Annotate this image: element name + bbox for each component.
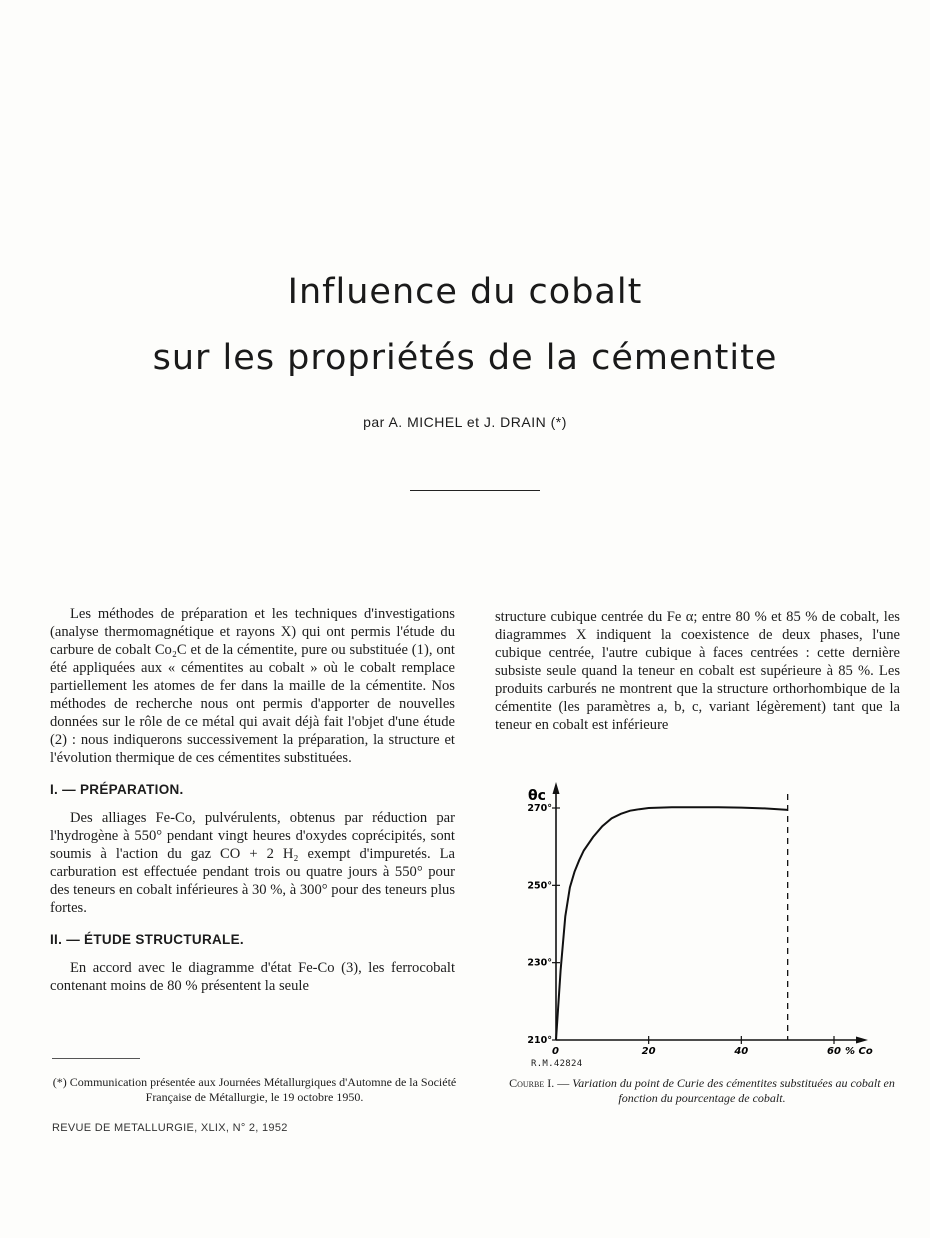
figure-caption — [492, 1076, 912, 1106]
x-axis-arrow — [856, 1037, 868, 1044]
section-heading-structure: II. — ÉTUDE STRUCTURALE. — [50, 932, 244, 947]
y-tick-label: 210° — [527, 1035, 552, 1046]
byline: par A. MICHEL et J. DRAIN (*) — [363, 414, 567, 430]
section-heading-preparation: I. — PRÉPARATION. — [50, 782, 184, 797]
footnote-rule — [52, 1058, 140, 1059]
caption-text: Variation du point de Curie des cémentites substituées au cobalt en fonction du pourcentage de cobalt. — [572, 1076, 895, 1105]
x-tick-label: 0 — [552, 1046, 559, 1057]
chart-ref-code: R.M.42824 — [531, 1059, 583, 1069]
left-column — [50, 605, 455, 995]
y-axis-arrow — [553, 782, 560, 794]
right-column-paragraph: structure cubique centrée du Fe α; entre 80 % et 85 % de cobalt, les diagrammes X indiquent la coexistence de deux phases, l'une cubique centrée, l'autre cubique à faces centrées : cette dernière subsiste seule quand la teneur en cobalt est supérieure à 85 %. Les produits carburés ne montrent que la structure orthorhombique de la cémentite (les paramètres a, b, c, variant légèrement) tant que la teneur en cobalt est inférieure — [495, 609, 900, 733]
preparation-paragraph: Des alliages Fe-Co, pulvérulents, obtenus par réduction par l'hydrogène à 550° pendant vingt heures d'oxydes coprécipités, sont soumis à l'action du gaz CO + 2 H₂ exempt d'impuretés. La carburation est effectuée pendant trois ou quatre jours à 550° pour des teneurs en cobalt inférieures à 30 %, à 300° pour des teneurs plus fortes. — [50, 810, 455, 916]
article-title-line1: Influence du cobalt — [287, 272, 643, 312]
y-axis-label: θc — [528, 788, 546, 804]
caption-label: Courbe I. — — [509, 1076, 570, 1090]
journal-reference: REVUE DE METALLURGIE, XLIX, N° 2, 1952 — [52, 1122, 288, 1134]
y-tick-label: 270° — [527, 803, 552, 814]
right-column — [495, 608, 900, 734]
structure-paragraph: En accord avec le diagramme d'état Fe-Co (3), les ferrocobalt contenant moins de 80 % présentent la seule — [50, 960, 455, 994]
y-tick-label: 230° — [527, 957, 552, 969]
footnote: (*) Communication présentée aux Journées Métallurgiques d'Automne de la Société Française de Métallurgie, le 19 octobre 1950. — [52, 1075, 457, 1104]
curie-curve-series — [556, 807, 788, 1040]
x-tick-label: 20 — [641, 1046, 656, 1057]
title-rule — [410, 490, 540, 491]
x-tick-label: 60 — [827, 1046, 841, 1057]
article-title-line2: sur les propriétés de la cémentite — [152, 338, 778, 378]
y-tick-label: 250° — [527, 880, 552, 892]
x-axis-label: % Co — [845, 1046, 873, 1057]
intro-paragraph: Les méthodes de préparation et les techniques d'investigations (analyse thermomagnétique et rayons X) qui ont permis l'étude du carbure de cobalt Co₂C et de la cémentite, pure ou substituée (1), ont été appliquées aux « cémentites au cobalt » où le cobalt remplace partiellement les atomes de fer dans la maille de la cémentite. Nos méthodes de recherche nous ont permis d'apporter de nouvelles données sur le rôle de ce métal qui avait déjà fait l'objet d'une étude (2) : nous indiquerons successivement la préparation, la structure et l'évolution thermique de ces cémentites substituées. — [50, 606, 455, 766]
curie-point-chart — [496, 778, 886, 1074]
x-tick-label: 40 — [734, 1046, 749, 1057]
